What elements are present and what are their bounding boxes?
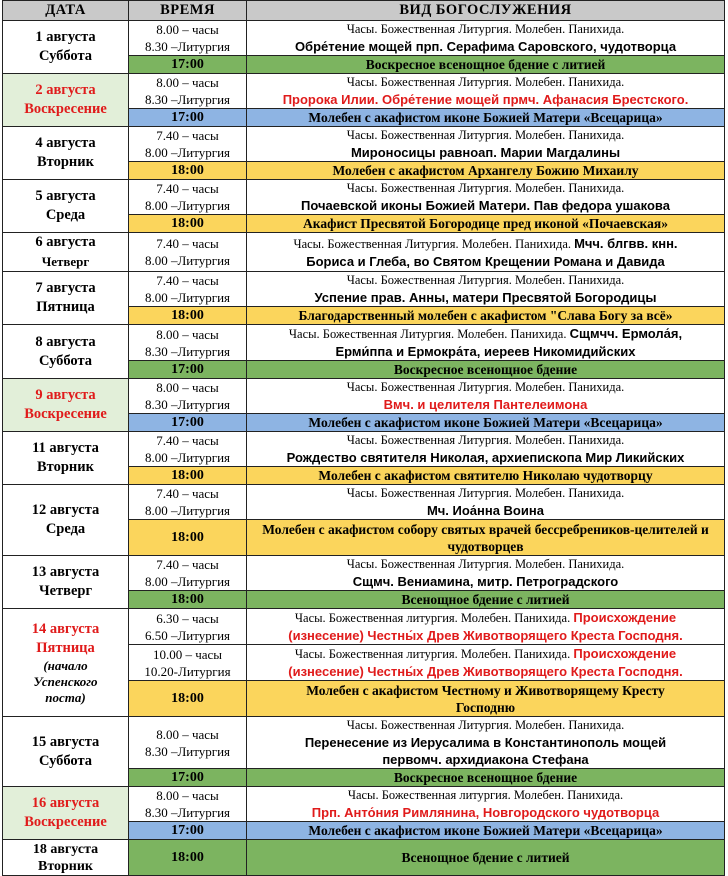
fast-note-3: поста): [45, 689, 86, 705]
time-liturgy: 8.00 –Литургия: [144, 145, 231, 160]
evening-service: Молебен с акафистом иконе Божией Матери «Всецарица»: [247, 822, 725, 840]
service-cell: [247, 645, 725, 681]
time-hours: 7.40 – часы: [156, 236, 219, 251]
time-liturgy: 8.00 –Литургия: [144, 253, 231, 268]
feast-name: Сщмч. Вениамина, митр. Петроградского: [352, 574, 619, 589]
evening-service: Всенощное бдение с литией: [247, 840, 725, 876]
table-row: [3, 432, 725, 467]
evening-time: 18:00: [129, 162, 247, 180]
time-hours: 8.00 – часы: [156, 788, 219, 803]
weekday-label: Суббота: [38, 48, 93, 64]
table-row: [3, 325, 725, 361]
date-cell: [3, 840, 129, 876]
date-cell: [3, 787, 129, 840]
table-row: [3, 609, 725, 645]
header-service: ВИД БОГОСЛУЖЕНИЯ: [247, 1, 725, 21]
date-cell: [3, 432, 129, 485]
service-cell: [247, 74, 725, 109]
weekday-label: Суббота: [38, 352, 93, 369]
time-hours: 7.40 – часы: [156, 557, 219, 572]
feast-name-cont: первомч. архидиакона Стефана: [382, 752, 589, 767]
weekday-label: Пятница: [36, 299, 95, 315]
table-row: [3, 74, 725, 109]
service-description: Часы. Божественная Литургия. Молебен. Панихида.: [346, 273, 625, 287]
service-description: Часы. Божественная Литургия. Молебен. Панихида.: [346, 557, 625, 571]
evening-time: 17:00: [129, 414, 247, 432]
service-description: Часы. Божественная Литургия. Молебен. Панихида.: [346, 22, 625, 36]
evening-time: 18:00: [129, 681, 247, 717]
feast-name: Пророка Илии. Обре́тение мощей прмч. Афанасия Брестского.: [282, 92, 689, 107]
time-hours: 8.00 – часы: [156, 326, 219, 342]
time-cell: [129, 325, 247, 361]
date-label: 9 августа: [35, 387, 96, 403]
evening-service: Воскресное всенощное бдение с литией: [247, 56, 725, 74]
time-cell: [129, 556, 247, 591]
fast-note-2: Успенского: [33, 673, 98, 689]
time-liturgy: 8.00 –Литургия: [144, 503, 231, 518]
date-label: 6 августа: [35, 234, 96, 250]
time-liturgy: 8.00 –Литургия: [144, 198, 231, 213]
time-cell: [129, 485, 247, 520]
feast-name: Ерми́ппа и Ермокра́та, иереев Никомидийских: [335, 344, 636, 359]
service-description: Часы. Божественная Литургия. Молебен. Панихида.: [346, 128, 625, 142]
date-label: 4 августа: [35, 135, 96, 151]
time-liturgy: 8.00 –Литургия: [144, 290, 231, 305]
feast-name-start: Мчч. блгвв. кнн.: [574, 235, 678, 251]
table-row: [3, 717, 725, 769]
feast-name: Обре́тение мощей прп. Серафима Саровского, чудотворца: [294, 39, 677, 54]
feast-name: Прп. Анто́ния Римлянина, Новгородского чудотворца: [311, 805, 660, 820]
time-hours: 8.00 – часы: [156, 22, 219, 37]
time-hours: 10.00 – часы: [152, 646, 223, 662]
table-row: [3, 485, 725, 520]
time-liturgy: 8.30 –Литургия: [144, 39, 231, 54]
time-hours: 6.30 – часы: [156, 610, 219, 626]
header-time: ВРЕМЯ: [129, 1, 247, 21]
time-hours: 8.00 – часы: [156, 75, 219, 90]
service-cell: [247, 180, 725, 215]
service-cell: [247, 787, 725, 822]
header-date: ДАТА: [3, 1, 129, 21]
evening-time: 17:00: [129, 822, 247, 840]
time-liturgy: 10.20-Литургия: [144, 663, 231, 679]
evening-time: 18:00: [129, 467, 247, 485]
service-description: Часы. Божественная Литургия. Молебен. Панихида.: [346, 718, 625, 732]
time-cell: [129, 180, 247, 215]
evening-time: 17:00: [129, 769, 247, 787]
date-label: 14 августа: [31, 620, 100, 637]
weekday-label: Вторник: [37, 858, 93, 874]
time-liturgy: 8.30 –Литургия: [144, 343, 231, 359]
evening-time: 18:00: [129, 307, 247, 325]
evening-time: 18:00: [129, 591, 247, 609]
table-row: [3, 556, 725, 591]
time-cell: [129, 787, 247, 822]
service-description: Часы. Божественная Литургия. Молебен. Панихида.: [346, 75, 625, 89]
evening-service: Всенощное бдение с литией: [247, 591, 725, 609]
evening-time: 17:00: [129, 56, 247, 74]
evening-service: Воскресное всенощное бдение: [247, 769, 725, 787]
date-cell: [3, 609, 129, 717]
evening-service: Молебен с акафистом иконе Божией Матери «Всецарица»: [247, 109, 725, 127]
weekday-label: Пятница: [36, 639, 95, 656]
time-cell: [129, 21, 247, 56]
date-cell: [3, 21, 129, 74]
service-description-text: Часы. Божественная Литургия. Молебен. Панихида.: [288, 327, 567, 341]
service-description: [249, 609, 722, 627]
feast-name-start: Происхождение: [573, 610, 677, 625]
date-label: 15 августа: [31, 733, 100, 750]
service-cell: [247, 485, 725, 520]
service-schedule-table: [2, 0, 725, 876]
service-description: [249, 645, 722, 663]
table-row: [3, 233, 725, 272]
feast-name: Рождество святителя Николая, архиепископа Мир Ликийских: [286, 450, 685, 465]
date-label: 1 августа: [35, 29, 96, 45]
time-hours: 7.40 – часы: [156, 181, 219, 196]
time-liturgy: 8.00 –Литургия: [144, 450, 231, 465]
time-hours: 7.40 – часы: [156, 273, 219, 288]
fast-note-1: (начало: [43, 657, 88, 673]
weekday-label: Суббота: [38, 752, 93, 769]
feast-name: Почаевской иконы Божией Матери. Пав федора ушакова: [301, 198, 670, 213]
weekday-label: Четверг: [41, 254, 90, 269]
time-liturgy: 8.30 –Литургия: [144, 805, 231, 820]
date-cell: [3, 717, 129, 787]
time-liturgy: 8.30 –Литургия: [144, 397, 231, 412]
time-cell: [129, 717, 247, 769]
table-row: [3, 787, 725, 822]
date-cell: [3, 127, 129, 180]
service-description-text: Часы. Божественная литургия. Молебен. Панихида.: [294, 611, 571, 625]
service-cell: [247, 432, 725, 467]
service-cell: [247, 21, 725, 56]
date-label: 13 августа: [31, 564, 100, 580]
time-liturgy: 6.50 –Литургия: [144, 627, 231, 643]
weekday-label: Среда: [45, 521, 86, 537]
evening-service: Молебен с акафистом Архангелу Божию Михаилу: [247, 162, 725, 180]
time-cell: [129, 74, 247, 109]
service-description: Часы. Божественная Литургия. Молебен. Панихида.: [346, 181, 625, 195]
date-cell: [3, 74, 129, 127]
time-cell: [129, 127, 247, 162]
date-label: 2 августа: [35, 82, 96, 98]
date-label: 12 августа: [31, 502, 100, 518]
date-label: 11 августа: [32, 440, 99, 456]
time-liturgy: 8.30 –Литургия: [144, 92, 231, 107]
time-hours: 8.00 – часы: [156, 726, 219, 742]
evening-time: 18:00: [129, 520, 247, 556]
feast-name-start: Происхождение: [573, 646, 677, 661]
table-row: [3, 21, 725, 56]
evening-service: Акафист Пресвятой Богородице пред иконой «Почаевская»: [247, 215, 725, 233]
evening-service: Молебен с акафистом святителю Николаю чудотворцу: [247, 467, 725, 485]
time-hours: 7.40 – часы: [156, 486, 219, 501]
time-cell: [129, 432, 247, 467]
date-cell: [3, 485, 129, 556]
service-cell: [247, 127, 725, 162]
evening-service: Молебен с акафистом Честному и Животворящему Кресту Господню: [247, 681, 725, 717]
date-label: 5 августа: [35, 188, 96, 204]
table-row: [3, 180, 725, 215]
evening-time: 17:00: [129, 109, 247, 127]
service-description: Часы. Божественная Литургия. Молебен. Панихида.: [346, 433, 625, 447]
evening-service: Благодарственный молебен с акафистом "Слава Богу за всё»: [247, 307, 725, 325]
time-liturgy: 8.30 –Литургия: [144, 743, 231, 759]
weekday-label: Воскресение: [24, 406, 107, 422]
date-label: 18 августа: [32, 841, 99, 857]
date-label: 7 августа: [35, 280, 96, 296]
evening-service: Воскресное всенощное бдение: [247, 361, 725, 379]
service-cell: [247, 556, 725, 591]
feast-name: Перенесение из Иерусалима в Константинополь мощей: [304, 735, 667, 750]
time-hours: 7.40 – часы: [156, 128, 219, 143]
feast-name: Мироносицы равноап. Марии Магдалины: [350, 145, 621, 160]
table-row: [3, 379, 725, 414]
date-label: 8 августа: [35, 333, 96, 350]
service-description: [249, 325, 722, 343]
time-cell: [129, 609, 247, 645]
evening-time: 17:00: [129, 361, 247, 379]
evening-time: 18:00: [129, 840, 247, 876]
feast-name: Бориса и Глеба, во Святом Крещении Романа и Давида: [306, 253, 665, 269]
date-cell: [3, 272, 129, 325]
table-header-row: [3, 1, 725, 21]
service-cell: [247, 233, 725, 272]
date-label: 16 августа: [31, 795, 100, 811]
service-description: Часы. Божественная Литургия. Молебен. Панихида.: [346, 486, 625, 500]
feast-name: Вмч. и целителя Пантелеимона: [383, 397, 588, 412]
weekday-label: Воскресение: [24, 814, 107, 830]
table-row: [3, 127, 725, 162]
service-cell: [247, 609, 725, 645]
time-cell: [129, 379, 247, 414]
feast-name: Мч. Иоа́нна Воина: [427, 503, 544, 518]
service-description-text: Часы. Божественная Литургия. Молебен. Панихида.: [293, 236, 572, 251]
service-cell: [247, 717, 725, 769]
weekday-label: Воскресение: [24, 101, 107, 117]
evening-service: Молебен с акафистом собору святых врачей бессребреников-целителей и чудотворцев: [247, 520, 725, 556]
time-hours: 7.40 – часы: [156, 433, 219, 448]
date-cell: [3, 379, 129, 432]
service-description-text: Часы. Божественная литургия. Молебен. Панихида.: [294, 647, 571, 661]
service-description: Часы. Божественная Литургия. Молебен. Панихида.: [346, 380, 625, 394]
service-cell: [247, 325, 725, 361]
weekday-label: Вторник: [37, 459, 94, 475]
evening-time: 18:00: [129, 215, 247, 233]
table-row: [3, 840, 725, 876]
service-cell: [247, 379, 725, 414]
date-cell: [3, 325, 129, 379]
feast-name: (изнесение) Честны́х Древ Животворящего Креста Господня.: [288, 664, 683, 679]
date-cell: [3, 233, 129, 272]
table-row: [3, 272, 725, 307]
service-description: Часы. Божественная литургия. Молебен. Панихида.: [347, 788, 624, 802]
time-hours: 8.00 – часы: [156, 380, 219, 395]
date-cell: [3, 556, 129, 609]
evening-service: Молебен с акафистом иконе Божией Матери «Всецарица»: [247, 414, 725, 432]
service-description: [249, 235, 722, 253]
feast-name-start: Сщмчч. Ермола́я,: [569, 326, 683, 341]
time-liturgy: 8.00 –Литургия: [144, 574, 231, 589]
weekday-label: Среда: [45, 207, 86, 223]
time-cell: [129, 645, 247, 681]
time-cell: [129, 233, 247, 272]
feast-name: Успение прав. Анны, матери Пресвятой Богородицы: [314, 290, 657, 305]
weekday-label: Вторник: [37, 154, 94, 170]
date-cell: [3, 180, 129, 233]
feast-name: (изнесение) Честны́х Древ Животворящего Креста Господня.: [288, 628, 683, 643]
time-cell: [129, 272, 247, 307]
service-cell: [247, 272, 725, 307]
weekday-label: Четверг: [38, 583, 93, 599]
